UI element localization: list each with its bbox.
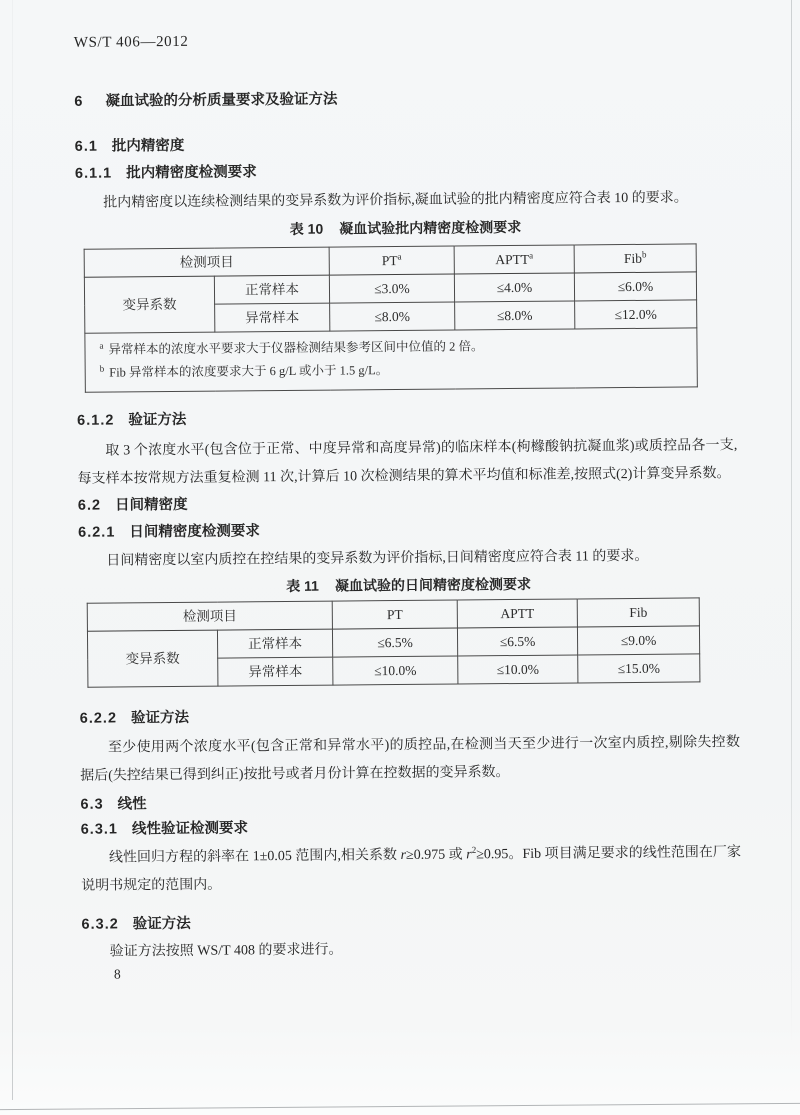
symbol-r-squared-exp: 2 bbox=[471, 844, 477, 855]
heading-number: 6.3 bbox=[80, 796, 104, 813]
heading-number: 6.2 bbox=[77, 497, 102, 514]
table-10-footnotes-row bbox=[85, 328, 697, 392]
heading-6-3-1 bbox=[81, 814, 741, 840]
heading-6-2-2 bbox=[80, 703, 740, 729]
heading-number: 6.1.1 bbox=[74, 165, 113, 182]
heading-title: 批内精密度检测要求 bbox=[126, 164, 257, 182]
col-header-fib: Fib bbox=[577, 598, 699, 627]
col-header-item: 检测项目 bbox=[87, 601, 332, 631]
heading-number: 6.1.2 bbox=[77, 412, 115, 429]
row-header-cv: 变异系数 bbox=[84, 276, 214, 333]
cell-value: ≤3.0% bbox=[329, 274, 454, 303]
cell-value: ≤10.0% bbox=[333, 656, 458, 685]
heading-6 bbox=[74, 86, 734, 112]
footnote-ref-a: a bbox=[397, 250, 402, 262]
heading-number: 6.2.1 bbox=[78, 524, 116, 541]
cell-sample-type: 正常样本 bbox=[217, 629, 332, 658]
cell-sample-type: 异常样本 bbox=[215, 303, 330, 332]
col-header-aptt bbox=[454, 245, 574, 274]
cell-value: ≤8.0% bbox=[330, 302, 455, 331]
cell-value: ≤10.0% bbox=[458, 655, 578, 684]
heading-number: 6.3.1 bbox=[80, 821, 119, 838]
para-text: ≥0.95。Fib 项目满足要求的线性范围在厂家说明书规定的范围内。 bbox=[81, 845, 741, 894]
symbol-r: r bbox=[466, 847, 472, 863]
heading-6-1-1 bbox=[75, 158, 735, 184]
page-edge-left bbox=[12, 0, 13, 1100]
table-10 bbox=[84, 243, 698, 392]
footnote-b bbox=[100, 356, 687, 384]
heading-title: 验证方法 bbox=[128, 411, 187, 429]
col-header-pt bbox=[329, 246, 454, 275]
para-6-2-2: 至少使用两个浓度水平(包含正常和异常水平)的质控品,在检测当天至少进行一次室内质控,剔除失控数据后(失控结果已得到纠正)按批号或者月份计算在控数据的变异系数。 bbox=[80, 735, 741, 784]
heading-title: 验证方法 bbox=[132, 915, 191, 933]
col-header-aptt: APTT bbox=[457, 599, 577, 628]
heading-title: 验证方法 bbox=[130, 709, 190, 727]
heading-number: 6.3.2 bbox=[81, 916, 119, 933]
footnote-marker: b bbox=[99, 363, 105, 374]
para-text: 线性回归方程的斜率在 1±0.05 范围内,相关系数 bbox=[108, 848, 401, 866]
cell-value: ≤6.0% bbox=[574, 272, 696, 301]
para-text: ≥0.975 或 bbox=[405, 847, 467, 863]
page-edge-bottom bbox=[0, 1103, 800, 1115]
col-header-label: APTT bbox=[495, 251, 530, 267]
row-header-cv: 变异系数 bbox=[87, 630, 217, 687]
footnote-marker: a bbox=[99, 340, 104, 351]
table-11-caption bbox=[78, 572, 738, 598]
col-header-label: Fib bbox=[623, 250, 643, 266]
heading-number: 6.1 bbox=[74, 138, 98, 155]
cell-value: ≤15.0% bbox=[578, 654, 700, 683]
table-10-footnotes bbox=[85, 328, 697, 392]
table-caption-label: 表 10 bbox=[289, 220, 324, 237]
heading-6-1-2 bbox=[77, 405, 737, 431]
col-header-label: PT bbox=[381, 252, 398, 268]
heading-6-1 bbox=[75, 131, 735, 157]
heading-title: 日间精密度 bbox=[114, 496, 188, 514]
heading-number: 6 bbox=[74, 93, 84, 110]
symbol-r: r bbox=[400, 847, 407, 864]
cell-value: ≤12.0% bbox=[575, 300, 697, 329]
heading-title: 线性验证检测要求 bbox=[131, 820, 249, 838]
footnote-text: 异常样本的浓度水平要求大于仪器检测结果参考区间中位值的 2 倍。 bbox=[108, 339, 484, 357]
heading-number: 6.2.2 bbox=[79, 710, 118, 727]
heading-title: 凝血试验的分析质量要求及验证方法 bbox=[105, 91, 338, 110]
col-header-item: 检测项目 bbox=[84, 247, 329, 277]
table-caption-label: 表 11 bbox=[286, 577, 319, 594]
table-caption-title: 凝血试验批内精密度检测要求 bbox=[339, 218, 522, 237]
footnote-ref-b: b bbox=[641, 248, 647, 259]
page-number: 8 bbox=[113, 966, 121, 982]
col-header-pt: PT bbox=[332, 600, 457, 629]
cell-sample-type: 正常样本 bbox=[214, 275, 329, 304]
footnote-ref-a: a bbox=[529, 249, 534, 260]
cell-value: ≤8.0% bbox=[455, 301, 575, 330]
heading-title: 线性 bbox=[117, 796, 147, 813]
para-6-3-1 bbox=[81, 839, 741, 901]
col-header-fib bbox=[574, 244, 696, 273]
para-6-3-2: 验证方法按照 WS/T 408 的要求进行。 bbox=[109, 942, 343, 960]
heading-title: 日间精密度检测要求 bbox=[129, 523, 260, 541]
para-6-1-1: 批内精密度以连续检测结果的变异系数为评价指标,凝血试验的批内精密度应符合表 10 的要求。 bbox=[103, 190, 688, 211]
heading-6-2-1 bbox=[78, 517, 738, 543]
cell-sample-type: 异常样本 bbox=[218, 657, 333, 686]
table-11 bbox=[87, 597, 701, 687]
table-10-caption bbox=[75, 215, 735, 241]
table-caption-title: 凝血试验的日间精密度检测要求 bbox=[334, 575, 531, 594]
heading-6-2 bbox=[78, 490, 738, 516]
cell-value: ≤9.0% bbox=[577, 626, 699, 655]
page-edge-right bbox=[791, 0, 792, 1045]
heading-6-3-2 bbox=[81, 909, 741, 935]
para-6-2-1: 日间精密度以室内质控在控结果的变异系数为评价指标,日间精密度应符合表 11 的要求。 bbox=[106, 548, 649, 569]
para-6-1-2: 取 3 个浓度水平(包含位于正常、中度异常和高度异常)的临床样本(枸橼酸钠抗凝血浆)或质控品各一支,每支样本按常规方法重复检测 11 次,计算后 10 次检测结果的算术平均值和标准差,按照式(2)计算变异系数。 bbox=[77, 438, 738, 487]
footnote-text: Fib 异常样本的浓度要求大于 6 g/L 或小于 1.5 g/L。 bbox=[109, 363, 389, 380]
cell-value: ≤6.5% bbox=[332, 628, 457, 657]
doc-code: WS/T 406—2012 bbox=[73, 33, 189, 51]
cell-value: ≤4.0% bbox=[454, 273, 574, 302]
cell-value: ≤6.5% bbox=[457, 627, 577, 656]
heading-title: 批内精密度 bbox=[111, 137, 185, 155]
heading-6-3 bbox=[80, 789, 740, 815]
